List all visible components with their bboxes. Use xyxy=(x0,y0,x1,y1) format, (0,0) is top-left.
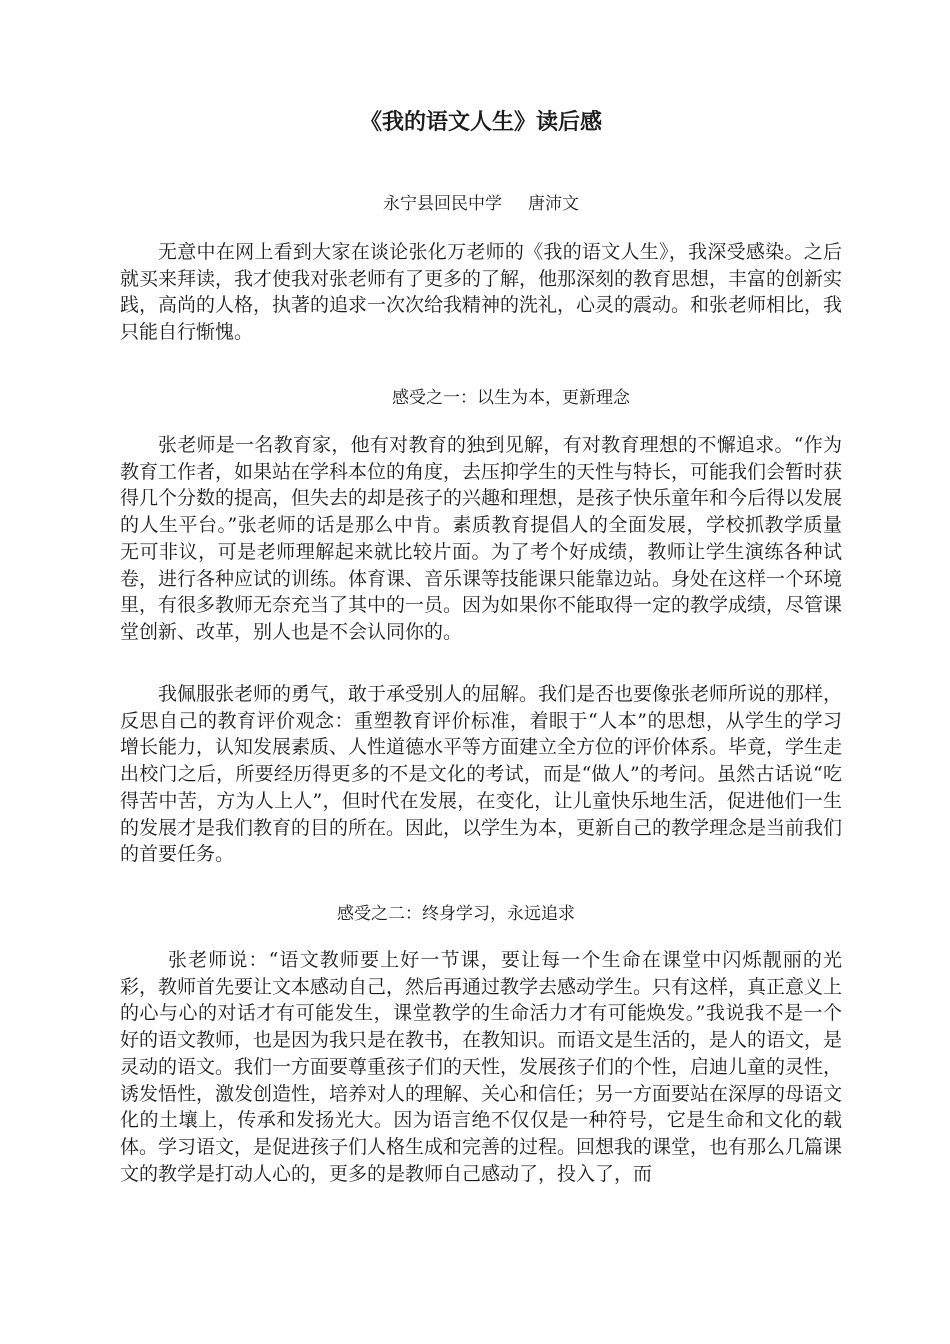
paragraph-section1-2: 我佩服张老师的勇气，敢于承受别人的屈解。我们是否也要像张老师所说的那样，反思自己的教育评价观念：重塑教育评价标准，着眼于“人本”的思想，从学生的学习增长能力，认知发展素质、人性道德水平等方面建立全方位的评价体系。毕竟，学生走出校门之后，所要经历得更多的不是文化的考试，而是“做人”的考问。虽然古话说“吃得苦中苦，方为人上人”，但时代在发展，在变化，让儿童快乐地生活，促进他们一生的发展才是我们教育的目的所在。因此，以学生为本，更新自己的教学理念是当前我们的首要任务。 xyxy=(120,683,843,866)
paragraph-section2-1: 张老师说：“语文教师要上好一节课，要让每一个生命在课堂中闪烁靓丽的光彩，教师首先要让文本感动自己，然后再通过教学去感动学生。只有这样，真正意义上的心与心的对话才有可能发生，课堂教学的生命活力才有可能焕发。”我说我不是一个好的语文教师，也是因为我只是在教书，在教知识。而语文是生活的，是人的语文，是灵动的语文。我们一方面要尊重孩子们的天性，发展孩子们的个性，启迪儿童的灵性，诱发悟性，激发创造性，培养对人的理解、关心和信任；另一方面要站在深厚的母语文化的土壤上，传承和发扬光大。因为语言绝不仅仅是一种符号，它是生命和文化的载体。学习语文，是促进孩子们人格生成和完善的过程。回想我的课堂，也有那么几篇课文的教学是打动人心的，更多的是教师自己感动了，投入了，而 xyxy=(120,949,843,1185)
author-school: 永宁县回民中学 xyxy=(383,194,502,214)
document-title: 《我的语文人生》读后感 xyxy=(359,110,602,135)
document-page xyxy=(120,0,842,1344)
paragraph-intro: 无意中在网上看到大家在谈论张化万老师的《我的语文人生》，我深受感染。之后就买来拜读，我才使我对张老师有了更多的了解，他那深刻的教育思想，丰富的创新实践，高尚的人格，执著的追求一次次给我精神的洗礼，心灵的震动。和张老师相比，我只能自行惭愧。 xyxy=(120,241,843,344)
author-name: 唐沛文 xyxy=(528,194,579,214)
section-heading-1: 感受之一：以生为本，更新理念 xyxy=(392,388,630,408)
author-line xyxy=(120,190,842,218)
paragraph-section1-1: 张老师是一名教育家，他有对教育的独到见解，有对教育理想的不懈追求。“作为教育工作者，如果站在学科本位的角度，去压抑学生的天性与特长，可能我们会暂时获得几个分数的提高，但失去的却是孩子的兴趣和理想，是孩子快乐童年和今后得以发展的人生平台。”张老师的话是那么中肯。素质教育提倡人的全面发展，学校抓教学质量无可非议，可是老师理解起来就比较片面。为了考个好成绩，教师让学生演练各种试卷，进行各种应试的训练。体育课、音乐课等技能课只能靠边站。身处在这样一个环境里，有很多教师无奈充当了其中的一员。因为如果你不能取得一定的教学成绩，尽管课堂创新、改革，别人也是不会认同你的。 xyxy=(120,434,843,643)
section-heading-2: 感受之二：终身学习，永远追求 xyxy=(337,904,575,924)
